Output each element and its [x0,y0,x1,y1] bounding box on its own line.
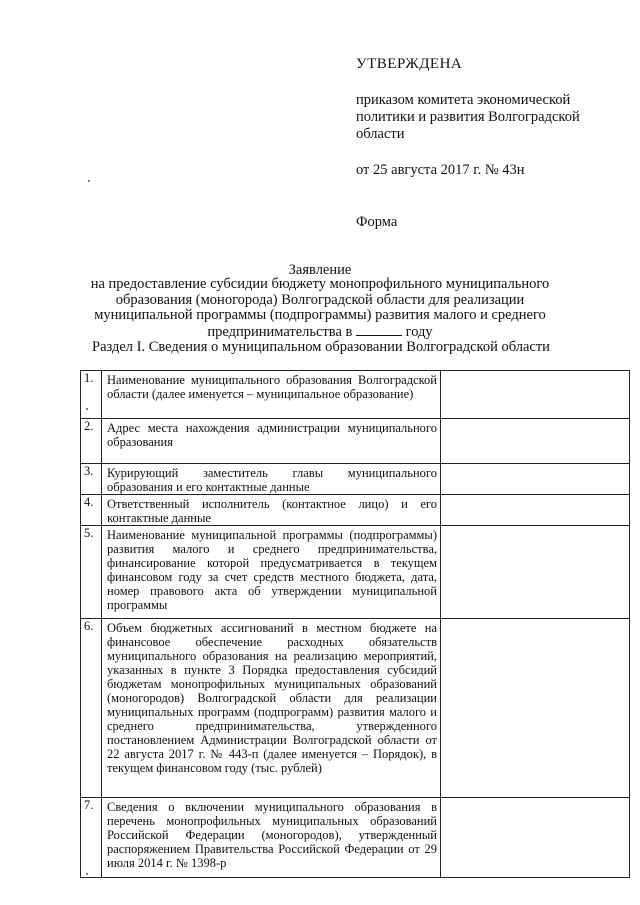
row-description: Наименование муниципальной программы (подпрограммы) развития малого и среднего предпринимательства, финансирование которой предусматривается в текущем финансовом году за счет средств местного бюджета, дата, номер правового акта об утверждении муниципальной программы [102,526,441,619]
row-number: 3. [81,464,102,495]
approval-issuer: приказом комитета экономической политики и развития Волгоградской области [356,92,580,142]
row-value-cell [441,495,630,526]
row-description: Объем бюджетных ассигнований в местном бюджете на финансовое обеспечение расходных обязательств муниципального образования на реализацию мероприятий, указанных в пункте 3 Порядка предоставления субсидий бюджетам монопрофильных муниципальных образований (моногородов) Волгоградской области для реализации муниципальных программ (подпрограмм) развития малого и среднего предпринимательства, утвержденного постановлением Администрации Волгоградской области от 22 августа 2017 г. № 443-п (далее именуется – Порядок), в текущем финансовом году (тыс. рублей) [102,619,441,798]
approval-date: от 25 августа 2017 г. № 43н [356,162,525,178]
year-blank-line [356,324,402,336]
row-number: 5. [81,526,102,619]
statement-title: Заявление [288,262,352,278]
form-label: Форма [356,214,398,230]
row-value-cell [441,798,630,878]
section-heading: Раздел I. Сведения о муниципальном образовании Волгоградской области [92,339,550,355]
scan-speck [86,873,88,875]
table-row [81,371,630,419]
municipality-info-table [80,370,630,878]
table-row [81,495,630,526]
row-description: Адрес места нахождения администрации муниципального образования [102,419,441,464]
row-description: Сведения о включении муниципального образования в перечень монопрофильных муниципальных образований Российской Федерации (моногородов), утвержденный распоряжением Правительства Российской Федерации от 29 июля 2014 г. № 1398-р [102,798,441,878]
row-value-cell [441,371,630,419]
table-row [81,619,630,798]
table-row [81,419,630,464]
scan-speck [86,408,88,410]
statement-body [80,277,560,340]
row-value-cell [441,526,630,619]
row-description: Наименование муниципального образования Волгоградской области (далее именуется – муниципальное образование) [102,371,441,419]
statement-text: на предоставление субсидии бюджету монопрофильного муниципального образования (моногорода) Волгоградской области для реализации муниципальной программы (подпрограммы) развития малого и среднего предпринимательства в [90,276,550,340]
row-number: 1. [81,371,102,419]
row-description: Ответственный исполнитель (контактное лицо) и его контактные данные [102,495,441,526]
row-number: 6. [81,619,102,798]
scan-speck [88,180,90,182]
row-number: 4. [81,495,102,526]
table-row [81,526,630,619]
row-value-cell [441,619,630,798]
table-row [81,798,630,878]
row-number: 7. [81,798,102,878]
row-number: 2. [81,419,102,464]
row-value-cell [441,419,630,464]
table-row [81,464,630,495]
row-value-cell [441,464,630,495]
statement-year-suffix: году [405,323,433,340]
row-description: Курирующий заместитель главы муниципального образования и его контактные данные [102,464,441,495]
approval-title: УТВЕРЖДЕНА [356,56,463,72]
